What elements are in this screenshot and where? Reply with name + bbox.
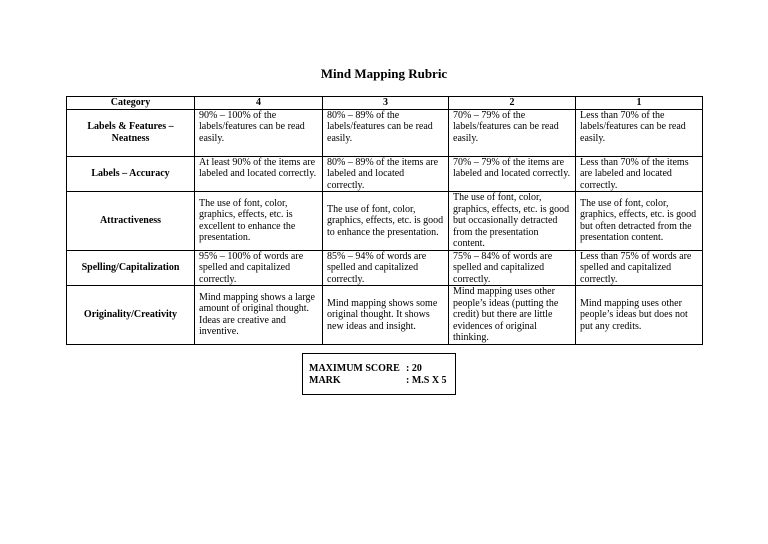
header-score-1: 1 <box>576 97 703 110</box>
mark-value: : M.S X 5 <box>406 375 447 386</box>
table-cell: Mind mapping shows some original thought. It shows new ideas and insight. <box>323 286 449 345</box>
table-cell: 95% – 100% of words are spelled and capitalized correctly. <box>195 250 323 286</box>
rubric-table <box>66 96 703 345</box>
table-header-row <box>67 97 703 110</box>
table-cell: Less than 70% of the labels/features can be read easily. <box>576 109 703 156</box>
row-category: Spelling/Capitalization <box>67 250 195 286</box>
document-title: Mind Mapping Rubric <box>320 66 448 81</box>
max-score-value: : 20 <box>406 363 422 374</box>
max-score-label: MAXIMUM SCORE <box>309 363 400 374</box>
table-cell: 80% – 89% of the labels/features can be read easily. <box>323 109 449 156</box>
table-cell: 90% – 100% of the labels/features can be read easily. <box>195 109 323 156</box>
table-row <box>67 192 703 251</box>
table-cell: 70% – 79% of the labels/features can be read easily. <box>449 109 576 156</box>
table-cell: The use of font, color, graphics, effects, etc. is good but occasionally detracted from the presentation content. <box>449 192 576 251</box>
table-row <box>67 156 703 192</box>
row-category: Labels – Accuracy <box>67 156 195 192</box>
table-row <box>67 109 703 156</box>
table-cell: Mind mapping uses other people’s ideas (putting the credit) but there are little evidences of original thinking. <box>449 286 576 345</box>
table-row <box>67 250 703 286</box>
table-cell: 85% – 94% of words are spelled and capitalized correctly. <box>323 250 449 286</box>
table-cell: The use of font, color, graphics, effects, etc. is excellent to enhance the presentation. <box>195 192 323 251</box>
table-cell: Less than 75% of words are spelled and capitalized correctly. <box>576 250 703 286</box>
max-score-row <box>309 363 455 375</box>
row-category: Attractiveness <box>67 192 195 251</box>
score-box <box>302 353 456 395</box>
header-score-4: 4 <box>195 97 323 110</box>
row-category: Originality/Creativity <box>67 286 195 345</box>
table-cell: At least 90% of the items are labeled and located correctly. <box>195 156 323 192</box>
table-cell: Mind mapping uses other people’s ideas but does not put any credits. <box>576 286 703 345</box>
table-cell: 75% – 84% of words are spelled and capitalized correctly. <box>449 250 576 286</box>
table-cell: 70% – 79% of the items are labeled and located correctly. <box>449 156 576 192</box>
table-row <box>67 286 703 345</box>
mark-row <box>309 375 455 387</box>
header-score-3: 3 <box>323 97 449 110</box>
mark-label: MARK <box>309 375 341 386</box>
table-cell: Less than 70% of the items are labeled and located correctly. <box>576 156 703 192</box>
table-cell: The use of font, color, graphics, effects, etc. is good to enhance the presentation. <box>323 192 449 251</box>
header-category: Category <box>67 97 195 110</box>
header-score-2: 2 <box>449 97 576 110</box>
table-cell: The use of font, color, graphics, effects, etc. is good but often detracted from the presentation content. <box>576 192 703 251</box>
table-cell: Mind mapping shows a large amount of original thought. Ideas are creative and inventive. <box>195 286 323 345</box>
row-category: Labels & Features – Neatness <box>67 109 195 156</box>
table-cell: 80% – 89% of the items are labeled and located correctly. <box>323 156 449 192</box>
